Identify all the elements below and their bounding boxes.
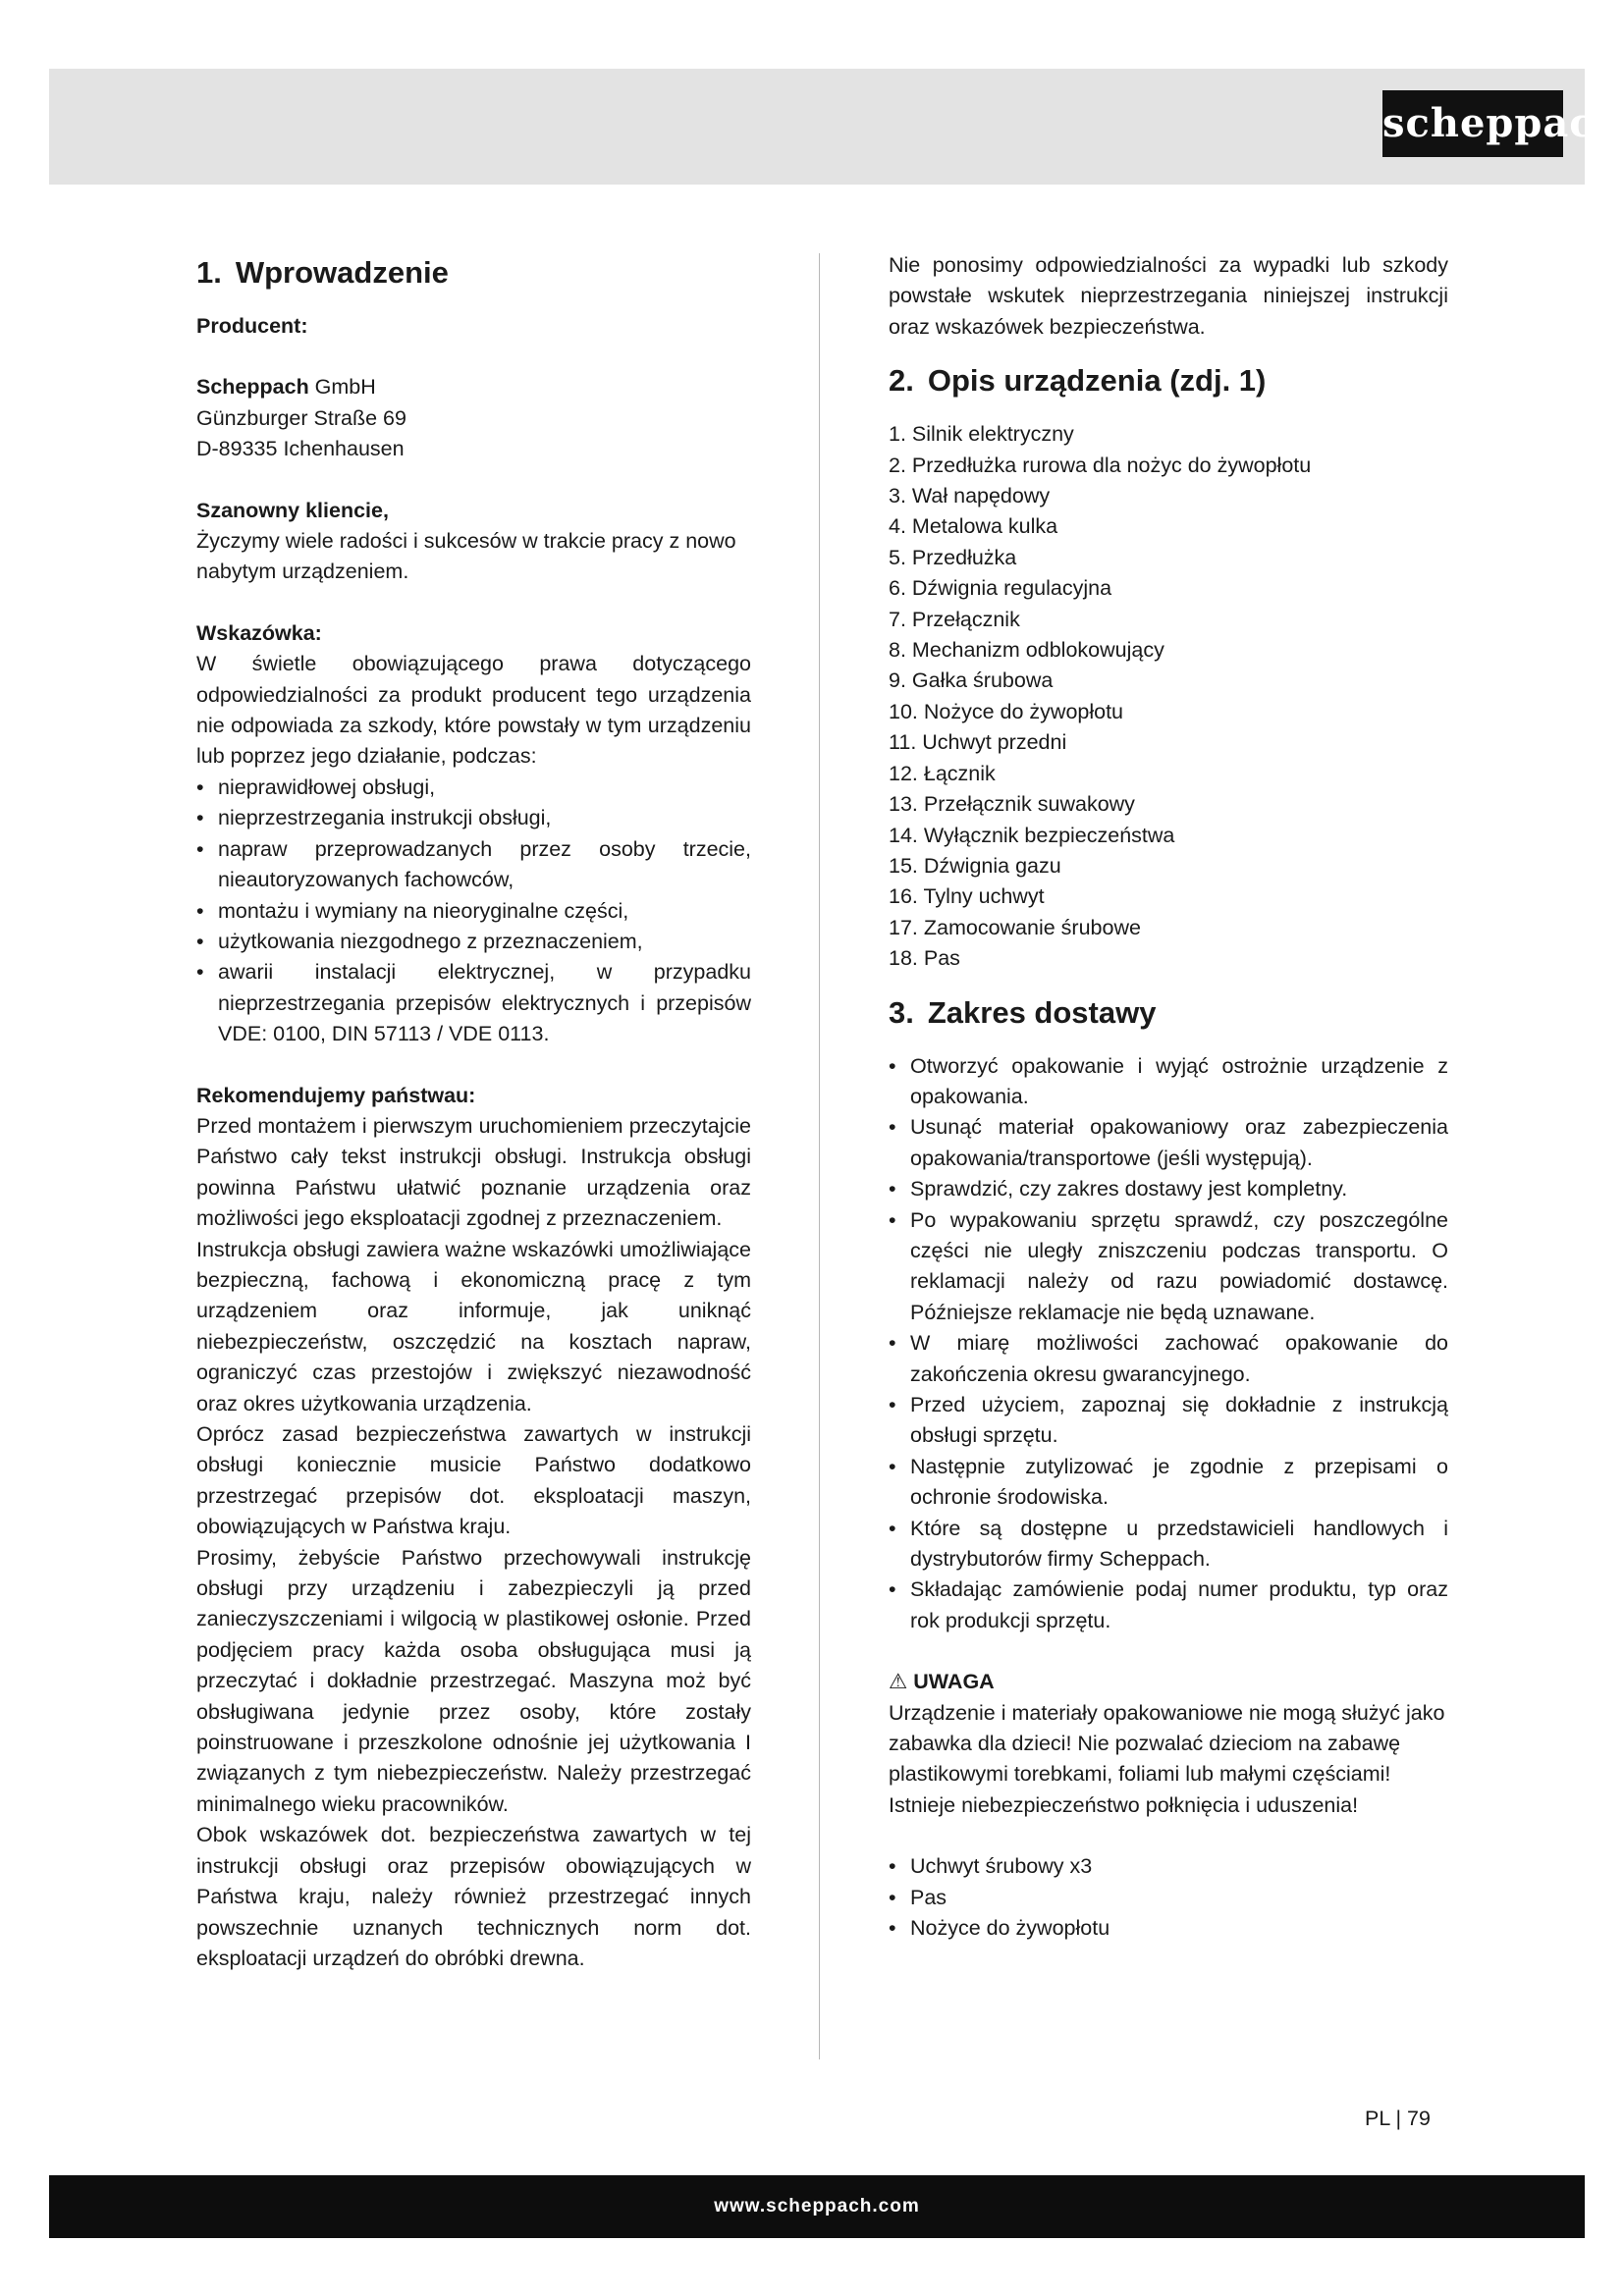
list-item: • awarii instalacji elektrycznej, w przypadku nieprzestrzegania przepisów elektrycznych i przepisów VDE: 0100, DIN 57113 / VDE 0113. (196, 957, 751, 1049)
section-3-heading: 3. Zakres dostawy (889, 994, 1157, 1030)
parts-list (889, 419, 1448, 974)
recommend-paragraph: Obok wskazówek dot. bezpieczeństwa zawartych w tej instrukcji obsługi oraz przepisów obowiązujących w Państwa kraju, należy również przestrzegać innych powszechnie uznanych technicznych norm dot. eksploatacji urządzeń do obróbki drewna. (196, 1823, 751, 1970)
list-item: • Składając zamówienie podaj numer produktu, typ oraz rok produkcji sprzętu. (889, 1575, 1448, 1636)
list-item: • Następnie zutylizować je zgodnie z przepisami o ochronie środowiska. (889, 1452, 1448, 1514)
list-item: • W miarę możliwości zachować opakowanie do zakończenia okresu gwarancyjnego. (889, 1328, 1448, 1390)
list-item: 8. Mechanizm odblokowujący (889, 638, 1164, 663)
list-item: • Przed użyciem, zapoznaj się dokładnie z instrukcją obsługi sprzętu. (889, 1390, 1448, 1452)
list-item: • użytkowania niezgodnego z przeznaczeniem, (196, 927, 751, 957)
company-name: Scheppach GmbH (196, 375, 376, 400)
list-item: 2. Przedłużka rurowa dla nożyc do żywopłotu (889, 453, 1312, 477)
address-line-1: Günzburger Straße 69 (196, 405, 406, 430)
list-item: • nieprawidłowej obsługi, (196, 773, 751, 803)
note-text: W świetle obowiązującego prawa dotyczącego odpowiedzialności za produkt producent tego urządzenia nie odpowiada za szkody, które powstały w tym urządzeniu lub poprzez jego działanie, podczas: (196, 652, 751, 769)
list-item: • napraw przeprowadzanych przez osoby trzecie, nieautoryzowanych fachowców, (196, 834, 751, 896)
section-1-heading: 1. Wprowadzenie (196, 255, 449, 290)
note-list (196, 773, 751, 1050)
list-item: • Pas (889, 1883, 1448, 1913)
address-line-2: D-89335 Ichenhausen (196, 437, 405, 461)
warning-triangle-icon: ⚠ (889, 1670, 908, 1694)
recommend-paragraph: Oprócz zasad bezpieczeństwa zawartych w instrukcji obsługi koniecznie musicie Państwo dodatkowo przestrzegać przepisów dot. eksploatacji maszyn, obowiązujących w Państwa kraju. (196, 1422, 751, 1539)
list-item: 9. Gałka śrubowa (889, 668, 1054, 693)
list-item: • Które są dostępne u przedstawicieli handlowych i dystrybutorów firmy Scheppach. (889, 1514, 1448, 1575)
list-item: 14. Wyłącznik bezpieczeństwa (889, 823, 1175, 847)
list-item: 11. Uchwyt przedni (889, 730, 1067, 755)
list-item: 4. Metalowa kulka (889, 514, 1058, 539)
list-item: • nieprzestrzegania instrukcji obsługi, (196, 803, 751, 833)
producer-label: Producent: (196, 314, 308, 338)
recommend-title: Rekomendujemy państwau: (196, 1083, 476, 1107)
list-item: 3. Wał napędowy (889, 484, 1051, 508)
list-item: 13. Przełącznik suwakowy (889, 792, 1135, 817)
list-item: • Otworzyć opakowanie i wyjąć ostrożnie urządzenie z opakowania. (889, 1051, 1448, 1113)
scheppach-logo: scheppach (1382, 90, 1563, 157)
footer-url[interactable]: www.scheppach.com (714, 2196, 920, 2216)
right-column (889, 250, 1448, 1945)
list-item: 12. Łącznik (889, 761, 996, 785)
recommend-paragraph: Prosimy, żebyście Państwo przechowywali instrukcję obsługi przy urządzeniu i zabezpieczyli ją przed zanieczyszczeniami i wilgocią w plastikowej osłonie. Przed podjęciem pracy każda osoba obsługująca musi ją przeczytać i dokładnie przestrzegać. Maszyna moż być obsługiwana jedynie przez osoby, które zostały poinstruowane i przeszkolone odnośnie jej użytkowania I związanych z tym niebezpieczeństw. Należy przestrzegać minimalnego wieku pracowników. (196, 1545, 751, 1816)
page-footer (49, 2175, 1585, 2238)
left-column (196, 250, 751, 1974)
list-item: 16. Tylny uchwyt (889, 884, 1045, 909)
column-divider (819, 253, 820, 2059)
list-item: 15. Dźwignia gazu (889, 853, 1061, 878)
section-2-heading: 2. Opis urządzenia (zdj. 1) (889, 363, 1267, 399)
warning-text: Urządzenie i materiały opakowaniowe nie mogą służyć jako zabawka dla dzieci! Nie pozwalać dzieciom na zabawę plastikowymi torebkami, foliami lub małymi częściami! Istnieje niebezpieczeństwo połknięcia i uduszenia! (889, 1700, 1445, 1817)
recommend-paragraph: Przed montażem i pierwszym uruchomieniem przeczytajcie Państwo cały tekst instrukcji obsługi. Instrukcja obsługi powinna Państwu ułatwić poznanie urządzenia oraz możliwości jego eksploatacji zgodnej z przeznaczeniem. (196, 1113, 751, 1231)
page-number: PL | 79 (1365, 2107, 1431, 2130)
list-item: 17. Zamocowanie śrubowe (889, 915, 1141, 939)
contents-list (889, 1851, 1448, 1944)
delivery-list (889, 1051, 1448, 1637)
list-item: • Po wypakowaniu sprzętu sprawdź, czy poszczególne części nie uległy zniszczeniu podczas transportu. O reklamacji należy od razu powiadomić dostawcę. Późniejsze reklamacje nie będą uznawane. (889, 1205, 1448, 1329)
list-item: • Nożyce do żywopłotu (889, 1913, 1448, 1944)
liability-text: Nie ponosimy odpowiedzialności za wypadki lub szkody powstałe wskutek nieprzestrzegania niniejszej instrukcji oraz wskazówek bezpieczeństwa. (889, 253, 1448, 339)
list-item: 5. Przedłużka (889, 545, 1017, 569)
greeting-text: Życzymy wiele radości i sukcesów w trakcie pracy z nowo nabytym urządzeniem. (196, 529, 736, 584)
note-title: Wskazówka: (196, 620, 322, 645)
list-item: 1. Silnik elektryczny (889, 422, 1074, 447)
list-item: • Uchwyt śrubowy x3 (889, 1851, 1448, 1882)
list-item: 18. Pas (889, 946, 960, 971)
list-item: • Usunąć materiał opakowaniowy oraz zabezpieczenia opakowania/transportowe (jeśli występują). (889, 1112, 1448, 1174)
list-item: 6. Dźwignia regulacyjna (889, 576, 1112, 601)
list-item: • montażu i wymiany na nieoryginalne części, (196, 896, 751, 927)
list-item: 7. Przełącznik (889, 607, 1020, 631)
page-header (49, 69, 1624, 185)
list-item: 10. Nożyce do żywopłotu (889, 699, 1124, 723)
greeting-title: Szanowny kliencie, (196, 498, 389, 522)
list-item: • Sprawdzić, czy zakres dostawy jest kompletny. (889, 1174, 1448, 1204)
recommend-paragraph: Instrukcja obsługi zawiera ważne wskazówki umożliwiające bezpieczną, fachową i ekonomiczną pracę z tym urządzeniem oraz informuje, jak uniknąć niebezpieczeństw, oszczędzić na kosztach napraw, ograniczyć czas przestojów i zwiększyć niezawodność oraz okres użytkowania urządzenia. (196, 1237, 751, 1415)
warning-title: ⚠ UWAGA (889, 1670, 995, 1694)
